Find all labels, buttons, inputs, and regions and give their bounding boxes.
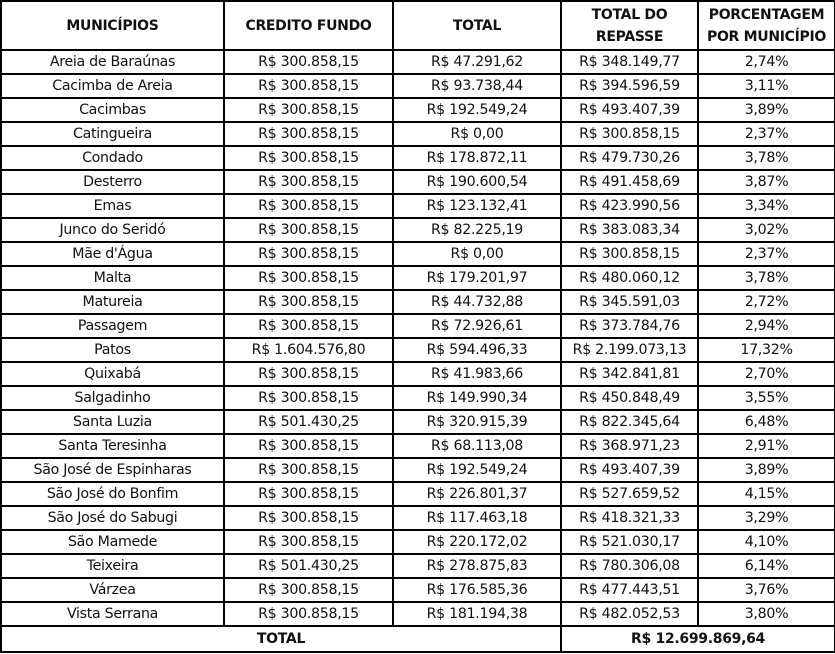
- cell-municipio: Passagem: [1, 314, 224, 338]
- cell-credito-fundo: R$ 300.858,15: [224, 290, 393, 314]
- header-line: POR MUNICÍPIO: [707, 28, 826, 45]
- cell-total-repasse: R$ 450.848,49: [561, 386, 698, 410]
- cell-municipio: Cacimbas: [1, 98, 224, 122]
- cell-porcentagem: 3,78%: [698, 146, 835, 170]
- cell-porcentagem: 3,55%: [698, 386, 835, 410]
- table-row: [1, 218, 835, 242]
- cell-credito-fundo: R$ 300.858,15: [224, 578, 393, 602]
- cell-total: R$ 181.194,38: [393, 602, 561, 626]
- table-row: [1, 338, 835, 362]
- cell-total-repasse: R$ 521.030,17: [561, 530, 698, 554]
- cell-porcentagem: 17,32%: [698, 338, 835, 362]
- cell-porcentagem: 2,94%: [698, 314, 835, 338]
- cell-municipio: Emas: [1, 194, 224, 218]
- cell-municipio: Santa Teresinha: [1, 434, 224, 458]
- cell-total: R$ 72.926,61: [393, 314, 561, 338]
- cell-total-repasse: R$ 479.730,26: [561, 146, 698, 170]
- cell-credito-fundo: R$ 300.858,15: [224, 530, 393, 554]
- header-total: TOTAL: [393, 1, 561, 50]
- cell-credito-fundo: R$ 300.858,15: [224, 602, 393, 626]
- table-row: [1, 410, 835, 434]
- cell-total-repasse: R$ 493.407,39: [561, 98, 698, 122]
- cell-credito-fundo: R$ 300.858,15: [224, 458, 393, 482]
- cell-credito-fundo: R$ 501.430,25: [224, 410, 393, 434]
- cell-credito-fundo: R$ 300.858,15: [224, 434, 393, 458]
- cell-porcentagem: 3,80%: [698, 602, 835, 626]
- cell-municipio: São José de Espinharas: [1, 458, 224, 482]
- cell-credito-fundo: R$ 300.858,15: [224, 266, 393, 290]
- table-row: [1, 578, 835, 602]
- header-line: REPASSE: [595, 28, 664, 45]
- cell-total-repasse: R$ 527.659,52: [561, 482, 698, 506]
- cell-porcentagem: 3,11%: [698, 74, 835, 98]
- cell-porcentagem: 2,70%: [698, 362, 835, 386]
- cell-municipio: Mãe d'Água: [1, 242, 224, 266]
- cell-credito-fundo: R$ 300.858,15: [224, 170, 393, 194]
- cell-porcentagem: 4,15%: [698, 482, 835, 506]
- cell-total-repasse: R$ 482.052,53: [561, 602, 698, 626]
- cell-total: R$ 190.600,54: [393, 170, 561, 194]
- header-total-do-repasse: [561, 1, 698, 50]
- cell-credito-fundo: R$ 300.858,15: [224, 122, 393, 146]
- table-row: [1, 122, 835, 146]
- cell-total: R$ 149.990,34: [393, 386, 561, 410]
- cell-total-repasse: R$ 780.306,08: [561, 554, 698, 578]
- table-row: [1, 266, 835, 290]
- cell-credito-fundo: R$ 300.858,15: [224, 218, 393, 242]
- cell-total: R$ 278.875,83: [393, 554, 561, 578]
- cell-total: R$ 192.549,24: [393, 458, 561, 482]
- cell-municipio: Condado: [1, 146, 224, 170]
- header-municipios: MUNICÍPIOS: [1, 1, 224, 50]
- cell-municipio: São José do Sabugi: [1, 506, 224, 530]
- cell-total-repasse: R$ 373.784,76: [561, 314, 698, 338]
- cell-credito-fundo: R$ 300.858,15: [224, 74, 393, 98]
- cell-municipio: Patos: [1, 338, 224, 362]
- cell-porcentagem: 6,14%: [698, 554, 835, 578]
- header-line: PORCENTAGEM: [708, 6, 825, 23]
- cell-credito-fundo: R$ 300.858,15: [224, 50, 393, 74]
- table-row: [1, 506, 835, 530]
- table-row: [1, 434, 835, 458]
- cell-credito-fundo: R$ 300.858,15: [224, 506, 393, 530]
- cell-municipio: Matureia: [1, 290, 224, 314]
- cell-total: R$ 41.983,66: [393, 362, 561, 386]
- cell-municipio: Várzea: [1, 578, 224, 602]
- cell-total: R$ 68.113,08: [393, 434, 561, 458]
- header-credito-fundo: CREDITO FUNDO: [224, 1, 393, 50]
- cell-credito-fundo: R$ 300.858,15: [224, 386, 393, 410]
- cell-municipio: Desterro: [1, 170, 224, 194]
- cell-municipio: Catingueira: [1, 122, 224, 146]
- table-row: [1, 362, 835, 386]
- cell-total: R$ 178.872,11: [393, 146, 561, 170]
- cell-total-repasse: R$ 348.149,77: [561, 50, 698, 74]
- total-label: TOTAL: [1, 626, 561, 652]
- cell-total: R$ 117.463,18: [393, 506, 561, 530]
- cell-credito-fundo: R$ 501.430,25: [224, 554, 393, 578]
- cell-total: R$ 594.496,33: [393, 338, 561, 362]
- cell-total-repasse: R$ 300.858,15: [561, 122, 698, 146]
- cell-total: R$ 93.738,44: [393, 74, 561, 98]
- table-row: [1, 530, 835, 554]
- cell-municipio: Salgadinho: [1, 386, 224, 410]
- cell-total: R$ 0,00: [393, 122, 561, 146]
- cell-total-repasse: R$ 394.596,59: [561, 74, 698, 98]
- table-row: [1, 98, 835, 122]
- cell-porcentagem: 3,89%: [698, 98, 835, 122]
- cell-credito-fundo: R$ 300.858,15: [224, 98, 393, 122]
- cell-total: R$ 179.201,97: [393, 266, 561, 290]
- cell-total-repasse: R$ 383.083,34: [561, 218, 698, 242]
- cell-total: R$ 47.291,62: [393, 50, 561, 74]
- cell-credito-fundo: R$ 300.858,15: [224, 146, 393, 170]
- cell-total-repasse: R$ 822.345,64: [561, 410, 698, 434]
- cell-credito-fundo: R$ 300.858,15: [224, 314, 393, 338]
- cell-total-repasse: R$ 2.199.073,13: [561, 338, 698, 362]
- cell-porcentagem: 2,74%: [698, 50, 835, 74]
- cell-total-repasse: R$ 493.407,39: [561, 458, 698, 482]
- cell-porcentagem: 3,76%: [698, 578, 835, 602]
- cell-credito-fundo: R$ 300.858,15: [224, 242, 393, 266]
- cell-total: R$ 320.915,39: [393, 410, 561, 434]
- cell-total: R$ 44.732,88: [393, 290, 561, 314]
- cell-total-repasse: R$ 477.443,51: [561, 578, 698, 602]
- cell-total: R$ 220.172,02: [393, 530, 561, 554]
- table-row: [1, 50, 835, 74]
- table-body: [1, 50, 835, 626]
- cell-porcentagem: 3,78%: [698, 266, 835, 290]
- total-value: R$ 12.699.869,64: [561, 626, 835, 652]
- cell-total: R$ 192.549,24: [393, 98, 561, 122]
- cell-credito-fundo: R$ 300.858,15: [224, 194, 393, 218]
- cell-credito-fundo: R$ 1.604.576,80: [224, 338, 393, 362]
- cell-total: R$ 0,00: [393, 242, 561, 266]
- cell-porcentagem: 3,29%: [698, 506, 835, 530]
- cell-total-repasse: R$ 345.591,03: [561, 290, 698, 314]
- cell-porcentagem: 2,37%: [698, 242, 835, 266]
- table-row: [1, 194, 835, 218]
- cell-porcentagem: 3,89%: [698, 458, 835, 482]
- header-line: TOTAL DO: [591, 6, 668, 23]
- cell-porcentagem: 2,91%: [698, 434, 835, 458]
- cell-total: R$ 82.225,19: [393, 218, 561, 242]
- table-row: [1, 242, 835, 266]
- table-row: [1, 602, 835, 626]
- cell-porcentagem: 3,02%: [698, 218, 835, 242]
- table-row: [1, 170, 835, 194]
- cell-total-repasse: R$ 480.060,12: [561, 266, 698, 290]
- cell-total-repasse: R$ 491.458,69: [561, 170, 698, 194]
- cell-municipio: Cacimba de Areia: [1, 74, 224, 98]
- cell-municipio: São José do Bonfim: [1, 482, 224, 506]
- header-row: [1, 1, 835, 50]
- cell-municipio: Santa Luzia: [1, 410, 224, 434]
- cell-porcentagem: 2,37%: [698, 122, 835, 146]
- cell-total-repasse: R$ 300.858,15: [561, 242, 698, 266]
- cell-total: R$ 123.132,41: [393, 194, 561, 218]
- cell-total-repasse: R$ 342.841,81: [561, 362, 698, 386]
- cell-municipio: Vista Serrana: [1, 602, 224, 626]
- cell-municipio: São Mamede: [1, 530, 224, 554]
- cell-total-repasse: R$ 418.321,33: [561, 506, 698, 530]
- cell-porcentagem: 4,10%: [698, 530, 835, 554]
- header-porcentagem: [698, 1, 835, 50]
- table-row: [1, 482, 835, 506]
- cell-total-repasse: R$ 368.971,23: [561, 434, 698, 458]
- table-row: [1, 74, 835, 98]
- cell-porcentagem: 2,72%: [698, 290, 835, 314]
- cell-total: R$ 176.585,36: [393, 578, 561, 602]
- cell-porcentagem: 6,48%: [698, 410, 835, 434]
- cell-municipio: Junco do Seridó: [1, 218, 224, 242]
- cell-porcentagem: 3,87%: [698, 170, 835, 194]
- cell-total: R$ 226.801,37: [393, 482, 561, 506]
- cell-credito-fundo: R$ 300.858,15: [224, 482, 393, 506]
- table-row: [1, 458, 835, 482]
- cell-total-repasse: R$ 423.990,56: [561, 194, 698, 218]
- table-row: [1, 314, 835, 338]
- cell-municipio: Teixeira: [1, 554, 224, 578]
- cell-credito-fundo: R$ 300.858,15: [224, 362, 393, 386]
- cell-municipio: Malta: [1, 266, 224, 290]
- table-row: [1, 290, 835, 314]
- cell-porcentagem: 3,34%: [698, 194, 835, 218]
- table-row: [1, 386, 835, 410]
- total-row: [1, 626, 835, 652]
- cell-municipio: Quixabá: [1, 362, 224, 386]
- cell-municipio: Areia de Baraúnas: [1, 50, 224, 74]
- table-row: [1, 554, 835, 578]
- table-row: [1, 146, 835, 170]
